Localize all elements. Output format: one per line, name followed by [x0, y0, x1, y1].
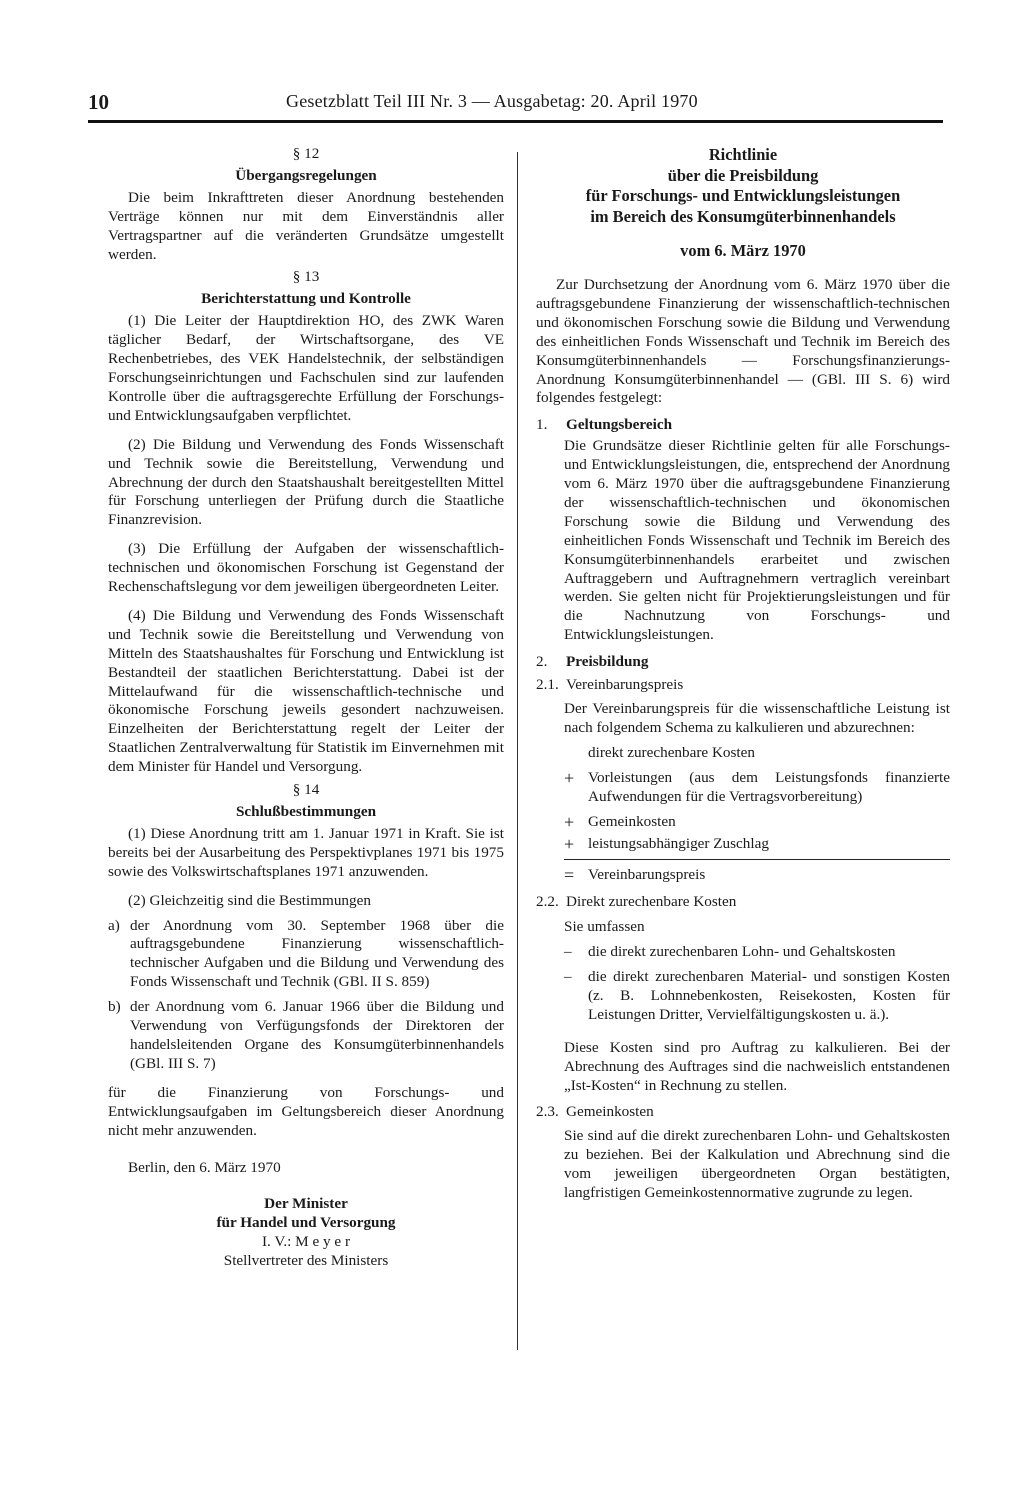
section-2-2-title: Direkt zurechenbare Kosten	[566, 893, 737, 911]
section-2-1-text: Der Vereinbarungspreis für die wissenschaftliche Leistung ist nach folgendem Schema zu kalkulieren und abzurechnen:	[564, 700, 950, 736]
guideline-title-4: im Bereich des Konsumgüterbinnenhandels	[590, 206, 896, 226]
guideline-title-1: Richtlinie	[708, 145, 778, 164]
right-column	[536, 145, 950, 1203]
section-2-2-text: Diese Kosten sind pro Auftrag zu kalkulieren. Bei der Abrechnung des Auftrages sind die nachweislich entstandenen „Ist-Kosten“ in Rechnung zu stellen.	[564, 1038, 950, 1094]
schema-row-preliminary	[536, 769, 950, 807]
plus-sign: +	[564, 767, 575, 788]
section-14-paragraph-3: für die Finanzierung von Forschungs- und Entwicklungsaufgaben im Geltungsbereich dieser Anordnung nicht mehr anzuwenden.	[108, 1083, 504, 1139]
section-2-2-item-2	[536, 968, 950, 1025]
section-2-1-heading	[536, 676, 950, 695]
section-12-text: Die beim Inkrafttreten dieser Anordnung bestehenden Verträge können nur mit dem Einverständnis aller Vertragspartner auf die veränderten Grundsätze umgestellt werden.	[108, 188, 504, 263]
section-2-heading	[536, 653, 950, 672]
section-14-paragraph-1: (1) Diese Anordnung tritt am 1. Januar 1971 in Kraft. Sie ist bereits bei der Ausarbeitung des Perspektivplanes 1971 bis 1975 sowie des Volkswirtschaftsplanes 1971 anzuwenden.	[108, 824, 504, 880]
signature-position: Stellvertreter des Ministers	[223, 1252, 389, 1270]
list-item-a-text: der Anordnung vom 30. September 1968 über die auftragsgebundene Finanzierung wissenschaftlich-technischer Aufgaben und die Bildung und Verwendung des Fonds Wissenschaft und Technik (GBl. II S. 859)	[130, 916, 504, 991]
section-12-number: § 12	[292, 145, 320, 162]
list-item-a-label: a)	[108, 916, 120, 934]
running-head: Gesetzblatt Teil III Nr. 3 — Ausgabetag: 20. April 1970	[286, 91, 698, 111]
section-2-3-title: Gemeinkosten	[566, 1103, 654, 1121]
section-1-number: 1.	[536, 416, 548, 434]
signature-role-2: für Handel und Versorgung	[216, 1214, 396, 1232]
schema-row-direct-costs	[536, 744, 950, 763]
schema-item-surcharge: leistungsabhängiger Zuschlag	[588, 835, 769, 853]
schema-item-overhead: Gemeinkosten	[588, 812, 676, 830]
list-item-b-text: der Anordnung vom 6. Januar 1966 über die Bildung und Verwendung von Verfügungsfonds der Direktoren der handelsleitenden Organe des Konsumgüterbinnenhandels (GBl. III S. 7)	[130, 998, 504, 1072]
page-number: 10	[88, 90, 109, 114]
guideline-intro: Zur Durchsetzung der Anordnung vom 6. März 1970 über die auftragsgebundene Finanzierung der wissenschaftlich-technischen und ökonomischen Forschung sowie die Bildung und Verwendung des einheitlichen Fonds Wissenschaft und Technik im Bereich des Konsumgüterbinnenhandels — Forschungsfinanzierungs-Anordnung Konsumgüterbinnenhandel — (GBl. III S. 6) wird folgendes festgelegt:	[536, 275, 950, 407]
schema-row-overhead	[536, 813, 950, 832]
section-2-3-heading	[536, 1103, 950, 1122]
section-13-paragraph-1: (1) Die Leiter der Hauptdirektion HO, des ZWK Waren täglicher Bedarf, der Wirtschaftsorgane, des VE Rechenbetriebes, des VEK Handelstechnik, der selbständigen Forschungseinrichtungen und Fachschulen sind zur laufenden Kontrolle über die auftragsgerechte Erfüllung der Forschungs- und Entwicklungsaufgaben verpflichtet.	[108, 312, 504, 424]
section-14-number: § 14	[292, 781, 320, 799]
section-2-1-title: Vereinbarungspreis	[566, 676, 684, 694]
section-2-title: Preisbildung	[566, 653, 649, 671]
section-14-title: Schlußbestimmungen	[235, 803, 377, 820]
list-item-a	[108, 917, 504, 993]
section-12-title: Übergangsregelungen	[235, 166, 377, 184]
guideline-title-2: über die Preisbildung	[667, 165, 819, 185]
list-item-b-label: b)	[108, 998, 121, 1016]
left-column	[108, 145, 504, 1271]
section-13-paragraph-2: (2) Die Bildung und Verwendung des Fonds Wissenschaft und Technik sowie die Bereitstellung, Verwendung und Abrechnung der durch den Staatshaushalt bereitgestellten Mittel für Forschung unterliegen der Prüfung durch die Staatliche Finanzrevision.	[108, 435, 504, 529]
section-13-number: § 13	[292, 268, 320, 286]
section-2-3-text: Sie sind auf die direkt zurechenbaren Lohn- und Gehaltskosten zu beziehen. Bei der Kalkulation und Abrechnung sind die vom jeweiligen übergeordneten Organ bestätigten, langfristigen Gemeinkostennormative zugrunde zu legen.	[564, 1127, 950, 1202]
section-2-2-heading	[536, 893, 950, 912]
plus-sign: +	[564, 811, 575, 832]
list-item-b	[108, 998, 504, 1074]
section-13-paragraph-4: (4) Die Bildung und Verwendung des Fonds Wissenschaft und Technik sowie die Bereitstellung und Verwendung von Mitteln des Staatshaushaltes für Forschung und Entwicklung ist Bestandteil der staatlichen Berichterstattung. Dabei ist der Mittelaufwand für die wissenschaftlich-technische und ökonomische Forschung jeweils gesondert nachzuweisen. Einzelheiten der Berichterstattung regelt der Leiter der Staatlichen Zentralverwaltung für Statistik im Einvernehmen mit dem Minister für Handel und Versorgung.	[108, 606, 504, 776]
section-1-text: Die Grundsätze dieser Richtlinie gelten für alle Forschungs- und Entwicklungsleistungen, die, entsprechend der Anordnung vom 6. März 1970 über die auftragsgebundene Finanzierung der wissenschaftlich-technischen und ökonomischen Forschung sowie die Bildung und Verwendung des einheitlichen Fonds Wissenschaft und Technik im Bereich des Konsumgüterbinnenhandels erarbeitet und zwischen Auftraggebern und Auftragnehmern vertraglich vereinbart werden. Sie gelten nicht für Projektierungsleistungen und für die Nachnutzung von Forschungs- und Entwicklungsleistungen.	[564, 437, 950, 644]
plus-sign: +	[564, 834, 575, 855]
section-13-title: Berichterstattung und Kontrolle	[201, 290, 411, 308]
schema-item-direct-costs: direkt zurechenbare Kosten	[588, 743, 755, 761]
signature-role: Der Minister	[264, 1195, 348, 1213]
section-2-3-number: 2.3.	[536, 1103, 559, 1121]
section-2-2-item-1	[536, 943, 950, 962]
section-13-paragraph-3: (3) Die Erfüllung der Aufgaben der wissenschaftlich-technischen und ökonomischen Forschung ist Gegenstand der Rechenschaftslegung vor dem jeweiligen übergeordneten Leiter.	[108, 540, 504, 596]
section-2-2-item-2-text: die direkt zurechenbaren Material- und sonstigen Kosten (z. B. Lohnnebenkosten, Reisekosten, Kosten für Leistungen Dritter, Vervielfältigungskosten u. ä.).	[588, 967, 950, 1023]
page-header	[88, 90, 943, 123]
signature-place-date: Berlin, den 6. März 1970	[128, 1158, 281, 1176]
guideline-date: vom 6. März 1970	[680, 241, 806, 261]
guideline-title-3: für Forschungs- und Entwicklungsleistungen	[585, 186, 901, 206]
dash-bullet: –	[564, 967, 572, 985]
section-2-2-item-1-text: die direkt zurechenbaren Lohn- und Gehaltskosten	[588, 943, 896, 961]
schema-row-surcharge	[536, 835, 950, 854]
schema-item-result: Vereinbarungspreis	[588, 866, 706, 884]
section-2-2-number: 2.2.	[536, 893, 559, 911]
equals-sign: =	[564, 865, 575, 886]
schema-sum-rule	[564, 859, 950, 860]
section-2-2-intro: Sie umfassen	[564, 918, 645, 936]
column-divider	[517, 152, 518, 1350]
dash-bullet: –	[564, 943, 572, 961]
section-1-heading	[536, 416, 950, 435]
schema-item-preliminary: Vorleistungen (aus dem Leistungsfonds finanzierte Aufwendungen für die Vertragsvorbereitung)	[588, 768, 950, 805]
schema-row-result	[536, 866, 950, 885]
section-1-title: Geltungsbereich	[566, 416, 673, 434]
section-2-1-number: 2.1.	[536, 676, 559, 694]
section-2-number: 2.	[536, 653, 548, 671]
section-14-paragraph-2: (2) Gleichzeitig sind die Bestimmungen	[128, 891, 371, 909]
signature-name: I. V.: M e y e r	[261, 1233, 351, 1251]
